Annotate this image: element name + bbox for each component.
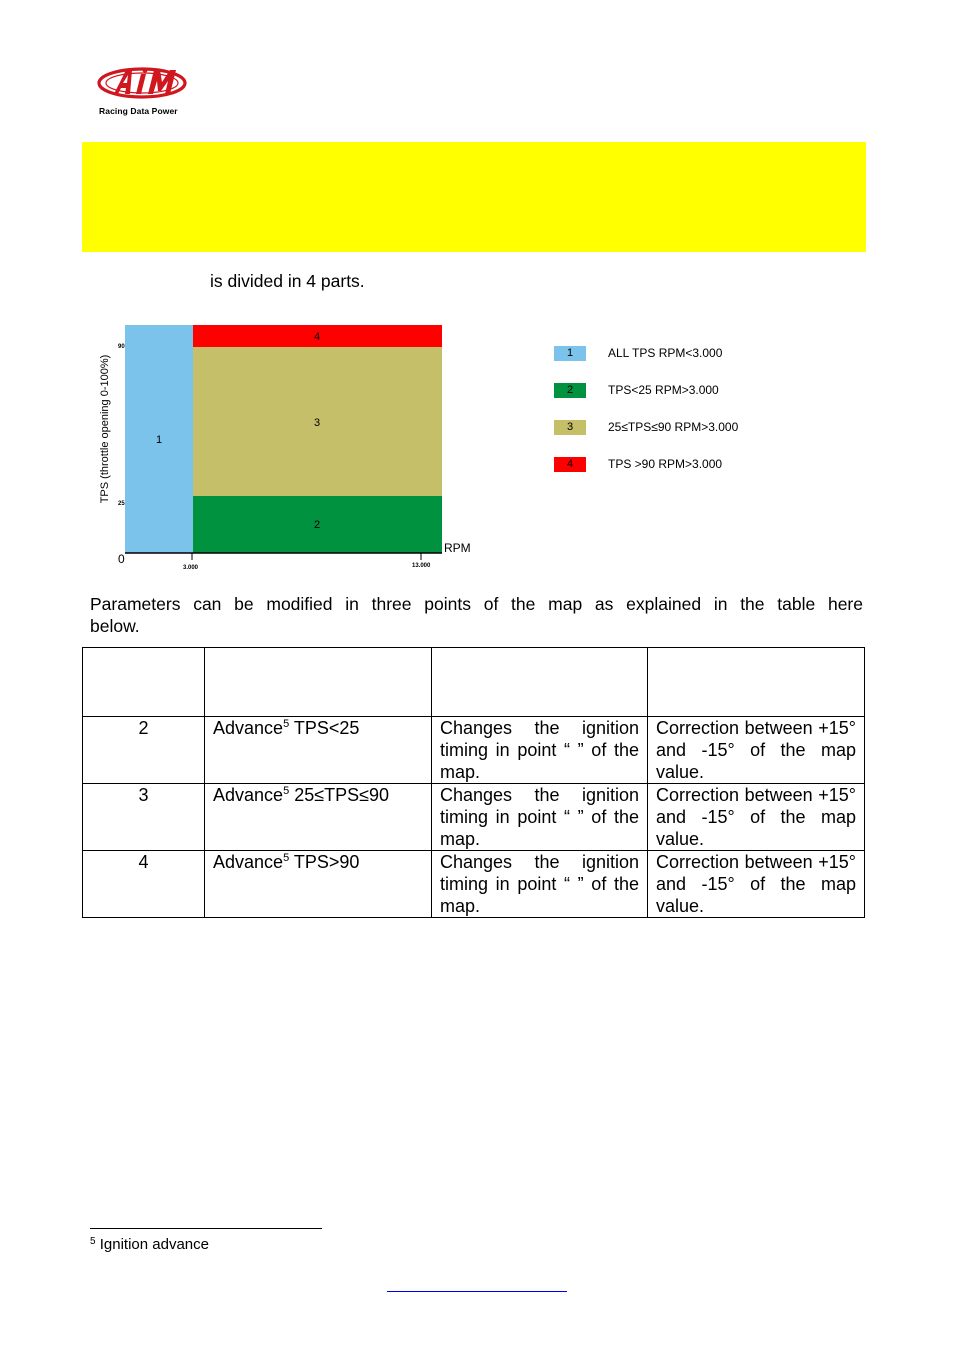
param-prefix: Advance [213, 785, 284, 805]
header-cell [648, 648, 865, 717]
param-prefix: Advance [213, 718, 284, 738]
legend-label-2: TPS<25 RPM>3.000 [608, 383, 719, 397]
row-range: Correction between +15° and -15° of the map value. [648, 784, 865, 851]
aim-logo-mark [96, 62, 188, 104]
row-parameter [205, 784, 432, 851]
chart-svg [90, 316, 480, 574]
aim-logo [96, 62, 188, 122]
footnote [90, 1236, 209, 1253]
parameters-paragraph [90, 593, 863, 637]
tps-rpm-map-chart [90, 316, 480, 574]
row-parameter [205, 717, 432, 784]
zone-2-label: 2 [313, 519, 321, 531]
row-description: Changes the ignition timing in point “ ” of the map. [432, 784, 648, 851]
footnote-text: Ignition advance [95, 1236, 209, 1253]
table-row [83, 851, 865, 918]
table-row [83, 717, 865, 784]
legend-label-3: 25≤TPS≤90 RPM>3.000 [608, 420, 739, 434]
footnote-ref: 5 [283, 852, 290, 864]
header-cell [205, 648, 432, 717]
chart-legend [552, 340, 852, 480]
footer-link-underline[interactable] [387, 1291, 567, 1292]
row-number: 2 [83, 717, 205, 784]
chart-origin: 0 [118, 552, 125, 566]
legend-swatch-1: 1 [554, 346, 586, 361]
table-header-row [83, 648, 865, 717]
x-axis-label: RPM [444, 541, 471, 555]
header-cell [83, 648, 205, 717]
legend-label-4: TPS >90 RPM>3.000 [608, 457, 723, 471]
footnote-ref: 5 [283, 785, 290, 797]
logo-tagline: Racing Data Power [99, 106, 178, 116]
zone-3-label: 3 [313, 417, 321, 429]
legend-swatch-2: 2 [554, 383, 586, 398]
param-suffix: TPS<25 [289, 718, 360, 738]
x-tick-label-3000: 3.000 [183, 565, 199, 571]
param-prefix: Advance [213, 852, 284, 872]
y-tick-25: 25 [118, 501, 125, 507]
legend-swatch-3: 3 [554, 420, 586, 435]
legend-label-1: ALL TPS RPM<3.000 [608, 346, 723, 360]
intro-text: is divided in 4 parts. [210, 271, 365, 291]
row-parameter [205, 851, 432, 918]
header-cell [432, 648, 648, 717]
parameters-table [82, 647, 865, 918]
row-range: Correction between +15° and -15° of the map value. [648, 717, 865, 784]
zone-1-label: 1 [155, 434, 163, 446]
footnote-ref: 5 [283, 718, 290, 730]
param-suffix: TPS>90 [289, 852, 360, 872]
row-description: Changes the ignition timing in point “ ” of the map. [432, 851, 648, 918]
row-number: 3 [83, 784, 205, 851]
x-tick-label-13000: 13.000 [412, 563, 431, 569]
paragraph-line-1: Parameters can be modified in three points of the map as explained in the table here [90, 594, 863, 614]
row-description: Changes the ignition timing in point “ ” of the map. [432, 717, 648, 784]
footnote-marker: 5 [90, 1236, 96, 1247]
row-range: Correction between +15° and -15° of the map value. [648, 851, 865, 918]
row-number: 4 [83, 851, 205, 918]
paragraph-line-2: below. [90, 616, 140, 636]
legend-swatch-4: 4 [554, 457, 586, 472]
table-row [83, 784, 865, 851]
y-axis-label: TPS (throttle opening 0-100%) [99, 354, 111, 504]
zone-4-label: 4 [313, 331, 321, 343]
footnote-separator [90, 1228, 322, 1229]
y-tick-90: 90 [118, 344, 125, 350]
section-banner [82, 142, 866, 252]
param-suffix: 25≤TPS≤90 [289, 785, 389, 805]
